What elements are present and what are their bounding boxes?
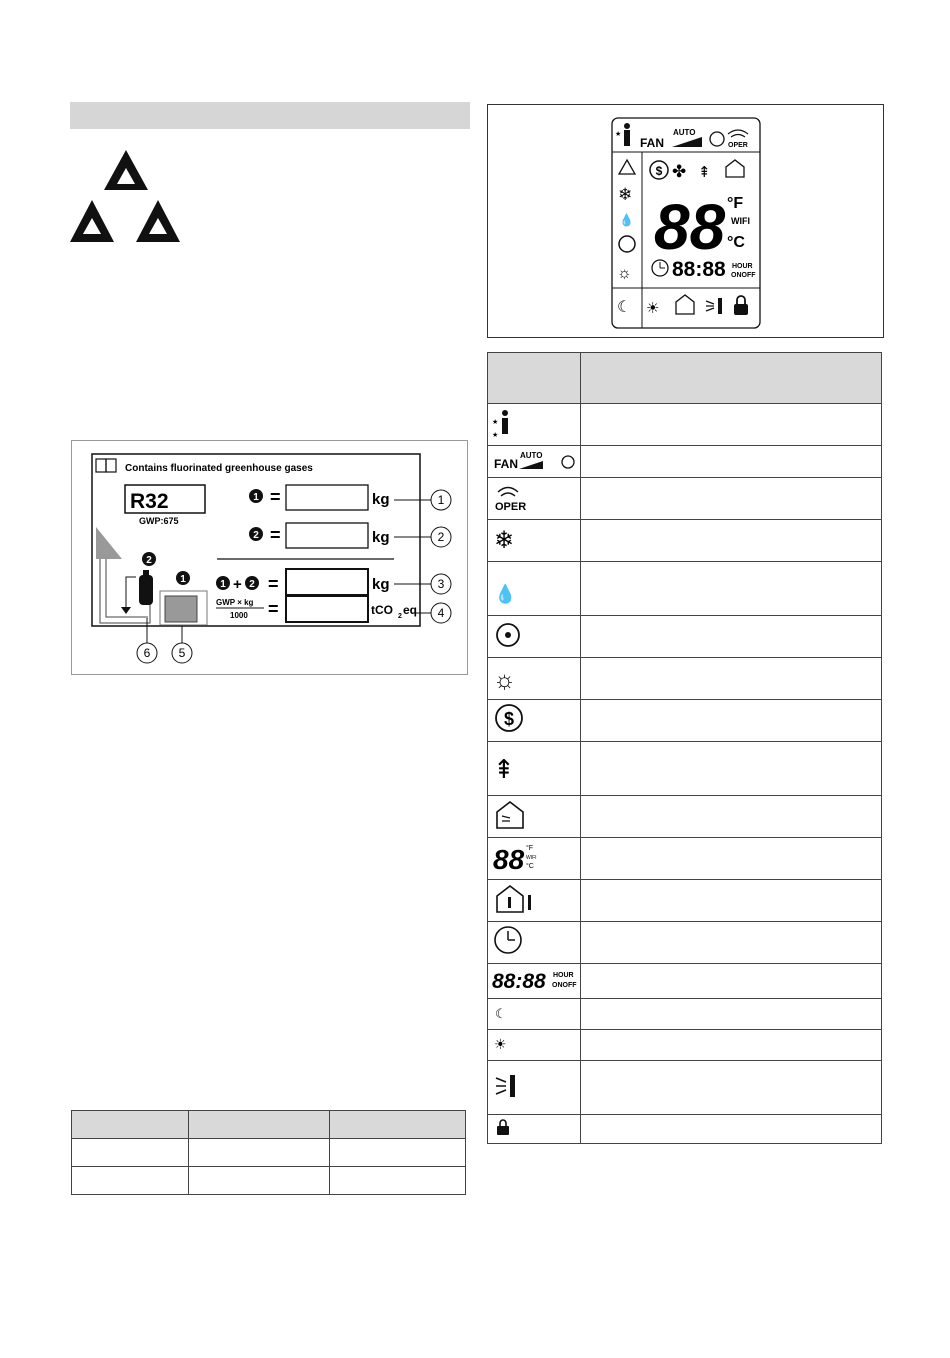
svg-text:°F: °F [727, 195, 744, 212]
gas-cylinder-icon [139, 575, 153, 605]
table-row [488, 742, 882, 796]
svg-text:+: + [233, 576, 242, 593]
table-row [488, 880, 882, 922]
empty-data-table [71, 1110, 466, 1195]
svg-text:1: 1 [253, 492, 259, 503]
lcd-display [610, 116, 762, 330]
fgas-label-diagram [72, 441, 467, 674]
table-row [488, 1030, 882, 1061]
light-bulb-icon: ☀ [646, 300, 660, 317]
table-row [488, 999, 882, 1030]
light-bulb-icon: ☀ [494, 1036, 507, 1052]
callout-5: 5 [178, 646, 186, 660]
svg-text:OPER: OPER [728, 142, 748, 149]
svg-text:WIFI: WIFI [731, 216, 750, 226]
svg-text:kg: kg [372, 529, 390, 546]
svg-text:ONOFF: ONOFF [731, 272, 756, 279]
table-header [189, 1111, 330, 1139]
drops-icon: 💧 [619, 213, 634, 227]
callout-4: 4 [437, 606, 445, 620]
table-row [488, 478, 882, 520]
timer-digits: 88:88 [672, 258, 726, 281]
table-row [488, 446, 882, 478]
sun-icon: ☼ [493, 666, 516, 694]
svg-text:AUTO: AUTO [673, 128, 696, 137]
svg-text:=: = [268, 599, 279, 619]
table-row [488, 1115, 882, 1144]
svg-text:★: ★ [492, 432, 499, 439]
symbol-table [487, 352, 882, 1144]
svg-text:ONOFF: ONOFF [552, 982, 577, 989]
svg-text:1: 1 [220, 579, 226, 590]
callout-6: 6 [143, 646, 151, 660]
table-header [330, 1111, 466, 1139]
svg-text:$: $ [655, 164, 663, 178]
table-row [488, 964, 882, 999]
table-row [488, 838, 882, 880]
gwp-value: GWP:675 [139, 516, 179, 526]
moon-icon: ☾ [495, 1006, 507, 1021]
svg-text:1: 1 [180, 574, 186, 585]
svg-text:°F: °F [526, 845, 534, 852]
refrigerant-name: R32 [130, 490, 169, 513]
fan-blades-icon: ✤ [672, 162, 687, 181]
svg-text:=: = [268, 574, 279, 594]
svg-text:OPER: OPER [495, 501, 527, 513]
callout-2: 2 [437, 530, 445, 544]
snowflake-icon: ❄ [494, 527, 515, 554]
tree-icon: ⇞ [698, 164, 711, 181]
callout-3: 3 [437, 577, 445, 591]
svg-text:HOUR: HOUR [732, 263, 753, 270]
svg-text:eq: eq [403, 603, 418, 617]
table-row [72, 1167, 466, 1195]
svg-text:kg: kg [372, 491, 390, 508]
table-row [488, 700, 882, 742]
svg-text:2: 2 [146, 555, 152, 566]
sun-icon: ☼ [617, 265, 632, 282]
section-heading-band [70, 102, 470, 129]
table-row [488, 796, 882, 838]
svg-text:$: $ [503, 709, 515, 729]
drops-icon: 💧 [494, 584, 517, 604]
lock-icon [734, 304, 748, 315]
svg-text:=: = [270, 525, 281, 545]
svg-text:HOUR: HOUR [553, 972, 574, 979]
table-header-description [581, 353, 882, 404]
svg-text:★: ★ [615, 131, 622, 138]
svg-text:GWP × kg: GWP × kg [216, 598, 254, 607]
svg-text:2: 2 [253, 530, 259, 541]
callout-1: 1 [437, 493, 445, 507]
table-row [488, 520, 882, 562]
manual-book-icon [96, 459, 116, 472]
svg-text:1000: 1000 [230, 611, 248, 620]
svg-text:2: 2 [398, 613, 402, 620]
svg-text:★: ★ [492, 419, 499, 426]
fgas-header: Contains fluorinated greenhouse gases [125, 463, 313, 474]
table-header-symbol [488, 353, 581, 404]
svg-text:AUTO: AUTO [520, 451, 543, 460]
table-row [72, 1139, 466, 1167]
svg-text:=: = [270, 487, 281, 507]
svg-text:kg: kg [372, 576, 390, 593]
table-row [488, 404, 882, 446]
table-row [488, 658, 882, 700]
temp-digits: 88 [654, 191, 726, 263]
svg-text:88: 88 [493, 844, 525, 874]
svg-text:FAN: FAN [640, 136, 664, 150]
svg-text:88:88: 88:88 [492, 970, 546, 993]
moon-icon: ☾ [617, 299, 632, 316]
table-header [72, 1111, 189, 1139]
svg-text:FAN: FAN [494, 457, 518, 471]
triangles-logo-icon [68, 146, 184, 246]
svg-text:°C: °C [526, 863, 534, 870]
svg-text:°C: °C [727, 234, 745, 251]
svg-text:2: 2 [249, 579, 255, 590]
swing-louver-icon [718, 298, 722, 314]
table-row [488, 922, 882, 964]
tree-icon: ⇞ [493, 754, 515, 784]
svg-text:tCO: tCO [371, 603, 393, 617]
table-row [488, 562, 882, 616]
table-row [488, 616, 882, 658]
table-row [488, 1061, 882, 1115]
svg-text:WIFI: WIFI [526, 855, 537, 861]
snowflake-icon: ❄ [618, 185, 633, 204]
